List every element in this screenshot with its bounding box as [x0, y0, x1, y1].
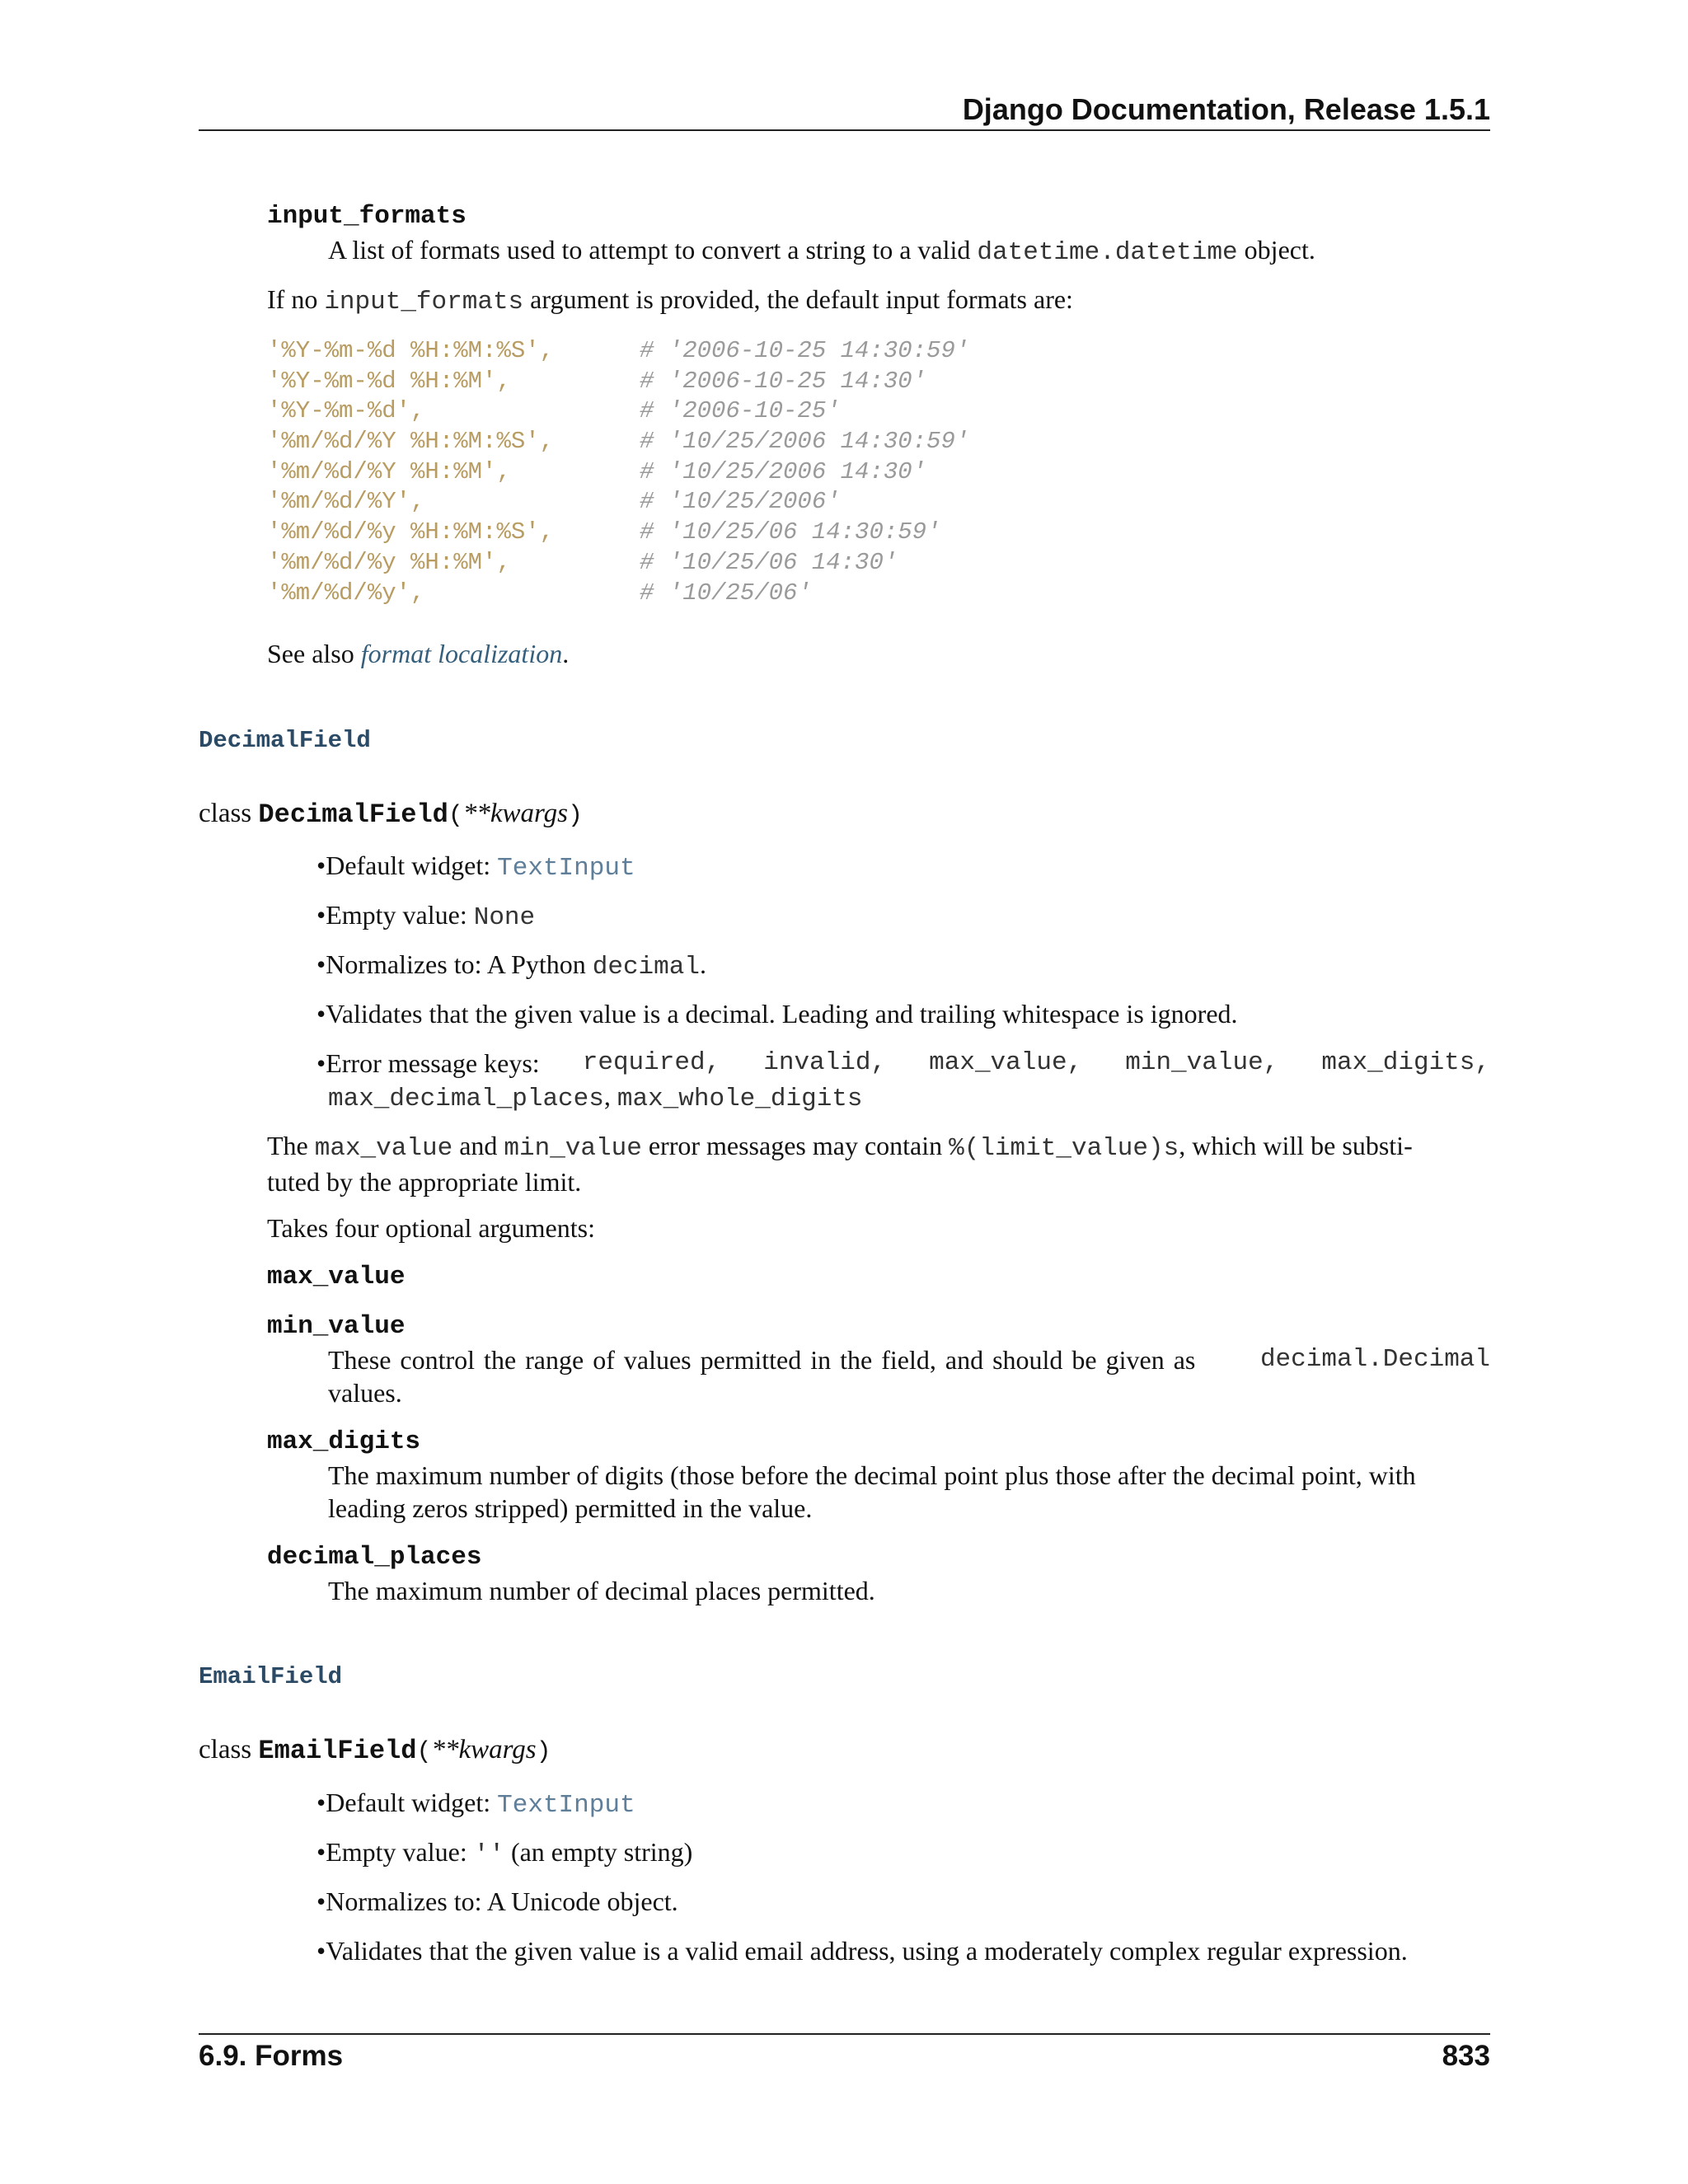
code-comment: # '10/25/2006 14:30:59' — [640, 428, 970, 456]
code-comment: # '10/25/2006 14:30' — [640, 457, 927, 485]
class-args: **kwargs — [462, 799, 568, 828]
paren-open: ( — [416, 1738, 432, 1766]
note-code-min-value: min_value — [504, 1134, 642, 1163]
decimal-empty-value — [316, 898, 535, 935]
empty-note: (an empty string) — [504, 1837, 693, 1867]
code-comment: # '10/25/06' — [640, 579, 812, 607]
paren-close: ) — [536, 1738, 551, 1766]
format-localization-link[interactable]: format localization — [360, 639, 563, 668]
class-keyword: class — [199, 1735, 259, 1765]
intro-text-end: argument is provided, the default input formats are: — [523, 284, 1073, 314]
note-code-limit-value: %(limit_value)s — [949, 1134, 1179, 1163]
footer-rule — [199, 2033, 1490, 2035]
code-line — [267, 518, 969, 548]
code-format-string: '%Y-%m-%d %H:%M', — [267, 367, 511, 395]
bullet-label: •Empty value: — [316, 900, 474, 930]
range-code: decimal.Decimal — [1259, 1345, 1490, 1374]
normalize-end: . — [699, 949, 706, 979]
code-format-string: '%Y-%m-%d', — [267, 397, 425, 425]
paren-close: ) — [567, 802, 583, 830]
header-rule — [199, 129, 1490, 131]
see-also-text: See also — [267, 639, 361, 668]
code-line — [267, 427, 969, 457]
note-code-max-value: max_value — [314, 1134, 453, 1163]
page-number: 833 — [1442, 2040, 1490, 2072]
error-keys-line-2: max_decimal_places, max_whole_digits — [328, 1081, 863, 1113]
code-comment: # '10/25/06 14:30:59' — [640, 518, 941, 546]
error-keys-line-1 — [316, 1047, 1490, 1080]
decimal-default-widget — [316, 849, 635, 885]
email-empty-value — [316, 1835, 692, 1872]
max-digits-description — [328, 1459, 1416, 1525]
code-line — [267, 457, 969, 488]
range-description — [328, 1343, 1490, 1409]
bullet-label: •Default widget: — [316, 1788, 498, 1817]
code-format-string: '%m/%d/%y %H:%M', — [267, 548, 511, 576]
desc-code: datetime.datetime — [977, 238, 1238, 267]
see-also-end: . — [562, 639, 570, 668]
takes-arguments: Takes four optional arguments: — [267, 1213, 595, 1243]
code-comment: # '2006-10-25 14:30' — [640, 367, 927, 395]
error-key-min-value: min_value — [1125, 1048, 1264, 1077]
intro-code: input_formats — [324, 288, 524, 316]
code-format-string: '%Y-%m-%d %H:%M:%S', — [267, 337, 555, 364]
class-name: DecimalField — [258, 799, 448, 830]
see-also — [267, 637, 569, 670]
error-key-max-decimal-places: max_decimal_places — [328, 1085, 604, 1113]
code-line — [267, 579, 969, 609]
defaults-intro — [267, 283, 1073, 319]
error-key: invalid, — [763, 1048, 887, 1077]
textinput-link[interactable]: TextInput — [497, 854, 635, 883]
code-line — [267, 487, 969, 518]
decimalfield-section-title[interactable]: DecimalField — [199, 727, 371, 754]
email-validates: •Validates that the given value is a valid email address, using a moderately complex regular expression. — [316, 1936, 1408, 1966]
textinput-link[interactable]: TextInput — [497, 1791, 635, 1820]
paren-open: ( — [448, 802, 463, 830]
decimal-normalizes — [316, 948, 706, 984]
code-comment: # '2006-10-25' — [640, 397, 841, 425]
code-format-string: '%m/%d/%y', — [267, 579, 425, 607]
limit-note-line-2: tuted by the appropriate limit. — [267, 1167, 582, 1197]
email-normalizes: •Normalizes to: A Unicode object. — [316, 1886, 678, 1916]
error-key: max_digits, — [1321, 1048, 1490, 1077]
desc-text-end: object. — [1237, 235, 1315, 265]
code-line — [267, 548, 969, 579]
attr-min-value: min_value — [267, 1312, 406, 1341]
code-line — [267, 396, 969, 427]
page-footer — [199, 2040, 1490, 2073]
code-format-string: '%m/%d/%Y %H:%M', — [267, 457, 511, 485]
desc-text: A list of formats used to attempt to convert a string to a valid — [328, 235, 978, 265]
code-format-string: '%m/%d/%Y %H:%M:%S', — [267, 428, 555, 456]
input-formats-description — [328, 233, 1315, 269]
max-digits-line-2: leading zeros stripped) permitted in the value. — [328, 1493, 813, 1523]
normalize-code: decimal — [592, 953, 700, 982]
emailfield-class-signature — [199, 1735, 551, 1766]
attr-input-formats: input_formats — [267, 202, 467, 231]
class-args: **kwargs — [431, 1735, 537, 1765]
code-comment: # '2006-10-25 14:30:59' — [640, 337, 970, 364]
running-header: Django Documentation, Release 1.5.1 — [962, 92, 1490, 126]
error-key-invalid: invalid — [763, 1048, 871, 1077]
error-key-max-whole-digits: max_whole_digits — [617, 1085, 863, 1113]
bullet-label: •Empty value: — [316, 1837, 474, 1867]
note-text: and — [452, 1131, 504, 1160]
code-format-string: '%m/%d/%y %H:%M:%S', — [267, 518, 555, 546]
attr-max-digits: max_digits — [267, 1427, 421, 1456]
document-page — [199, 0, 1490, 2184]
decimal-validates: •Validates that the given value is a decimal. Leading and trailing whitespace is ignored. — [316, 999, 1238, 1029]
error-key-max-digits: max_digits — [1321, 1048, 1475, 1077]
footer-section: 6.9. Forms — [199, 2040, 344, 2072]
limit-value-note — [267, 1129, 1413, 1198]
attr-decimal-places: decimal_places — [267, 1543, 482, 1572]
code-format-string: '%m/%d/%Y', — [267, 488, 425, 516]
decimal-places-description: The maximum number of decimal places permitted. — [328, 1576, 875, 1605]
note-text: error messages may contain — [641, 1131, 950, 1160]
empty-value-code: None — [473, 903, 536, 932]
empty-value-code: '' — [473, 1840, 504, 1869]
note-text: , which will be substi- — [1179, 1131, 1413, 1160]
code-line — [267, 367, 969, 397]
class-keyword: class — [199, 799, 259, 828]
error-key-max-value: max_value — [929, 1048, 1067, 1077]
error-key: required, — [582, 1048, 721, 1077]
bullet-label: •Error message keys: — [316, 1048, 540, 1078]
email-default-widget — [316, 1786, 635, 1822]
class-name: EmailField — [258, 1736, 417, 1766]
range-line-2: values. — [328, 1378, 402, 1408]
error-key-required: required — [582, 1048, 706, 1077]
code-comment: # '10/25/06 14:30' — [640, 548, 898, 576]
error-key: max_value, — [929, 1048, 1083, 1077]
decimal-error-keys — [316, 1047, 1490, 1116]
max-digits-line-1: The maximum number of digits (those before the decimal point plus those after the decimal point, with — [328, 1460, 1416, 1490]
range-line-1 — [328, 1343, 1490, 1376]
code-block — [267, 336, 969, 608]
error-key: min_value, — [1125, 1048, 1279, 1077]
bullet-label: •Normalizes to: A Python — [316, 949, 593, 979]
attr-max-value: max_value — [267, 1263, 406, 1291]
decimalfield-class-signature — [199, 799, 583, 830]
intro-text: If no — [267, 284, 325, 314]
code-comment: # '10/25/2006' — [640, 488, 841, 516]
code-line — [267, 336, 969, 367]
emailfield-section-title[interactable]: EmailField — [199, 1663, 343, 1690]
limit-note-line-1 — [267, 1129, 1413, 1165]
range-text: These control the range of values permitted in the field, and should be given as — [328, 1345, 1196, 1375]
bullet-label: •Default widget: — [316, 851, 498, 880]
note-text: The — [267, 1131, 315, 1160]
